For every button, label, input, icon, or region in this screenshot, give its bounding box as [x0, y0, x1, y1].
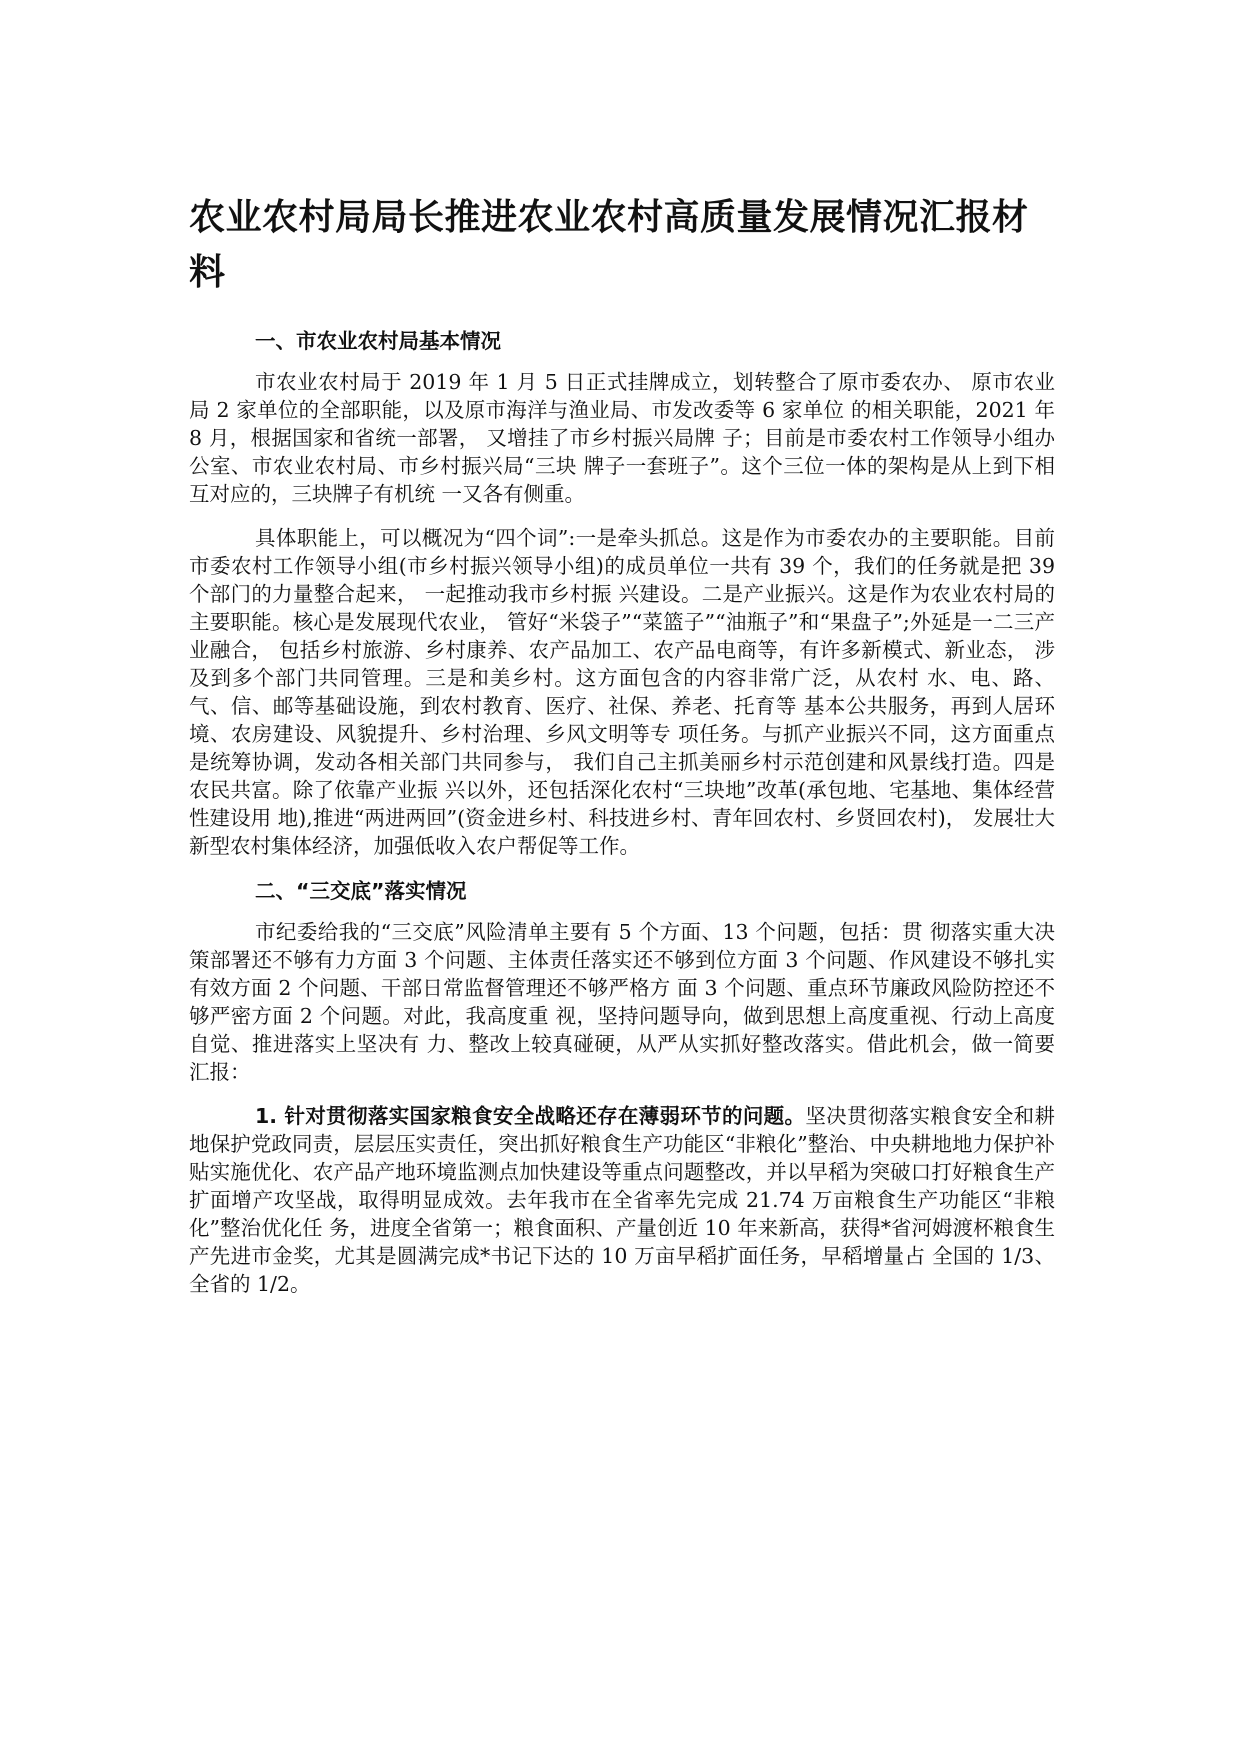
paragraph: 市农业农村局于 2019 年 1 月 5 日正式挂牌成立，划转整合了原市委农办、 原市农业局 2 家单位的全部职能，以及原市海洋与渔业局、市发改委等 6 家单位 的相关职能，2021 年 8 月，根据国家和省统一部署， 又增挂了市乡村振兴局牌 子；目前是市委农村工作领导小组办公室、市农业农村局、市乡村振兴局“三块 牌子一套班子”。这个三位一体的架构是从上到下相互对应的，三块牌子有机统 一又各有侧重。: [189, 370, 1055, 506]
section-heading-three-disclosures: 二、“三交底”落实情况: [255, 879, 467, 903]
paragraph: 市纪委给我的“三交底”风险清单主要有 5 个方面、13 个问题，包括：贯 彻落实重大决策部署还不够有力方面 3 个问题、主体责任落实还不够到位方面 3 个问题、作风建设不够扎实有效方面 2 个问题、干部日常监督管理还不够严格方 面 3 个问题、重点环节廉政风险防控还不够严密方面 2 个问题。对此，我高度重 视，坚持问题导向，做到思想上高度重视、行动上高度自觉、推进落实上坚决有 力、整改上较真碰硬，从严从实抓好整改落实。借此机会，做一简要汇报：: [189, 920, 1055, 1084]
paragraph: 具体职能上，可以概况为“四个词”:一是牵头抓总。这是作为市委农办的主要职能。目前市委农村工作领导小组(市乡村振兴领导小组)的成员单位一共有 39 个，我们的任务就是把 39 个部门的力量整合起来， 一起推动我市乡村振 兴建设。二是产业振兴。这是作为农业农村局的主要职能。核心是发展现代农业， 管好“米袋子”“菜篮子”“油瓶子”和“果盘子”;外延是一二三产业融合， 包括乡村旅游、乡村康养、农产品加工、农产品电商等，有许多新模式、新业态， 涉及到多个部门共同管理。三是和美乡村。这方面包含的内容非常广泛，从农村 水、电、路、气、信、邮等基础设施，到农村教育、医疗、社保、养老、托育等 基本公共服务，再到人居环境、农房建设、风貌提升、乡村治理、乡风文明等专 项任务。与抓产业振兴不同，这方面重点是统筹协调，发动各相关部门共同参与， 我们自己主抓美丽乡村示范创建和风景线打造。四是农民共富。除了依靠产业振 兴以外，还包括深化农村“三块地”改革(承包地、宅基地、集体经营性建设用 地),推进“两进两回”(资金进乡村、科技进乡村、青年回农村、乡贤回农村)， 发展壮大新型农村集体经济，加强低收入农户帮促等工作。: [189, 526, 1055, 858]
section-heading-basic-info: 一、市农业农村局基本情况: [255, 329, 501, 353]
item-body: 坚决贯彻落实粮食安全和耕地保护党政同责，层层压实责任，突出抓好粮食生产功能区“非粮化”整治、中央耕地地力保护补贴实施优化、农产品产地环境监测点加快建设等重点问题整改，并以早稻为突破口打好粮食生产扩面增产攻坚战，取得明显成效。去年我市在全省率先完成 21.74 万亩粮食生产功能区“非粮化”整治优化任 务，进度全省第一；粮食面积、产量创近 10 年来新高，获得*省河姆渡杯粮食生 产先进市金奖，尤其是圆满完成*书记下达的 10 万亩早稻扩面任务，早稻增量占 全国的 1/3、全省的 1/2。: [189, 1104, 1056, 1296]
document-title: 农业农村局局长推进农业农村高质量发展情况汇报材料: [189, 197, 1029, 293]
document-page: [189, 190, 1055, 1314]
item-lead: 1. 针对贯彻落实国家粮食安全战略还存在薄弱环节的问题。: [255, 1104, 806, 1128]
numbered-item: [189, 1102, 1055, 1298]
